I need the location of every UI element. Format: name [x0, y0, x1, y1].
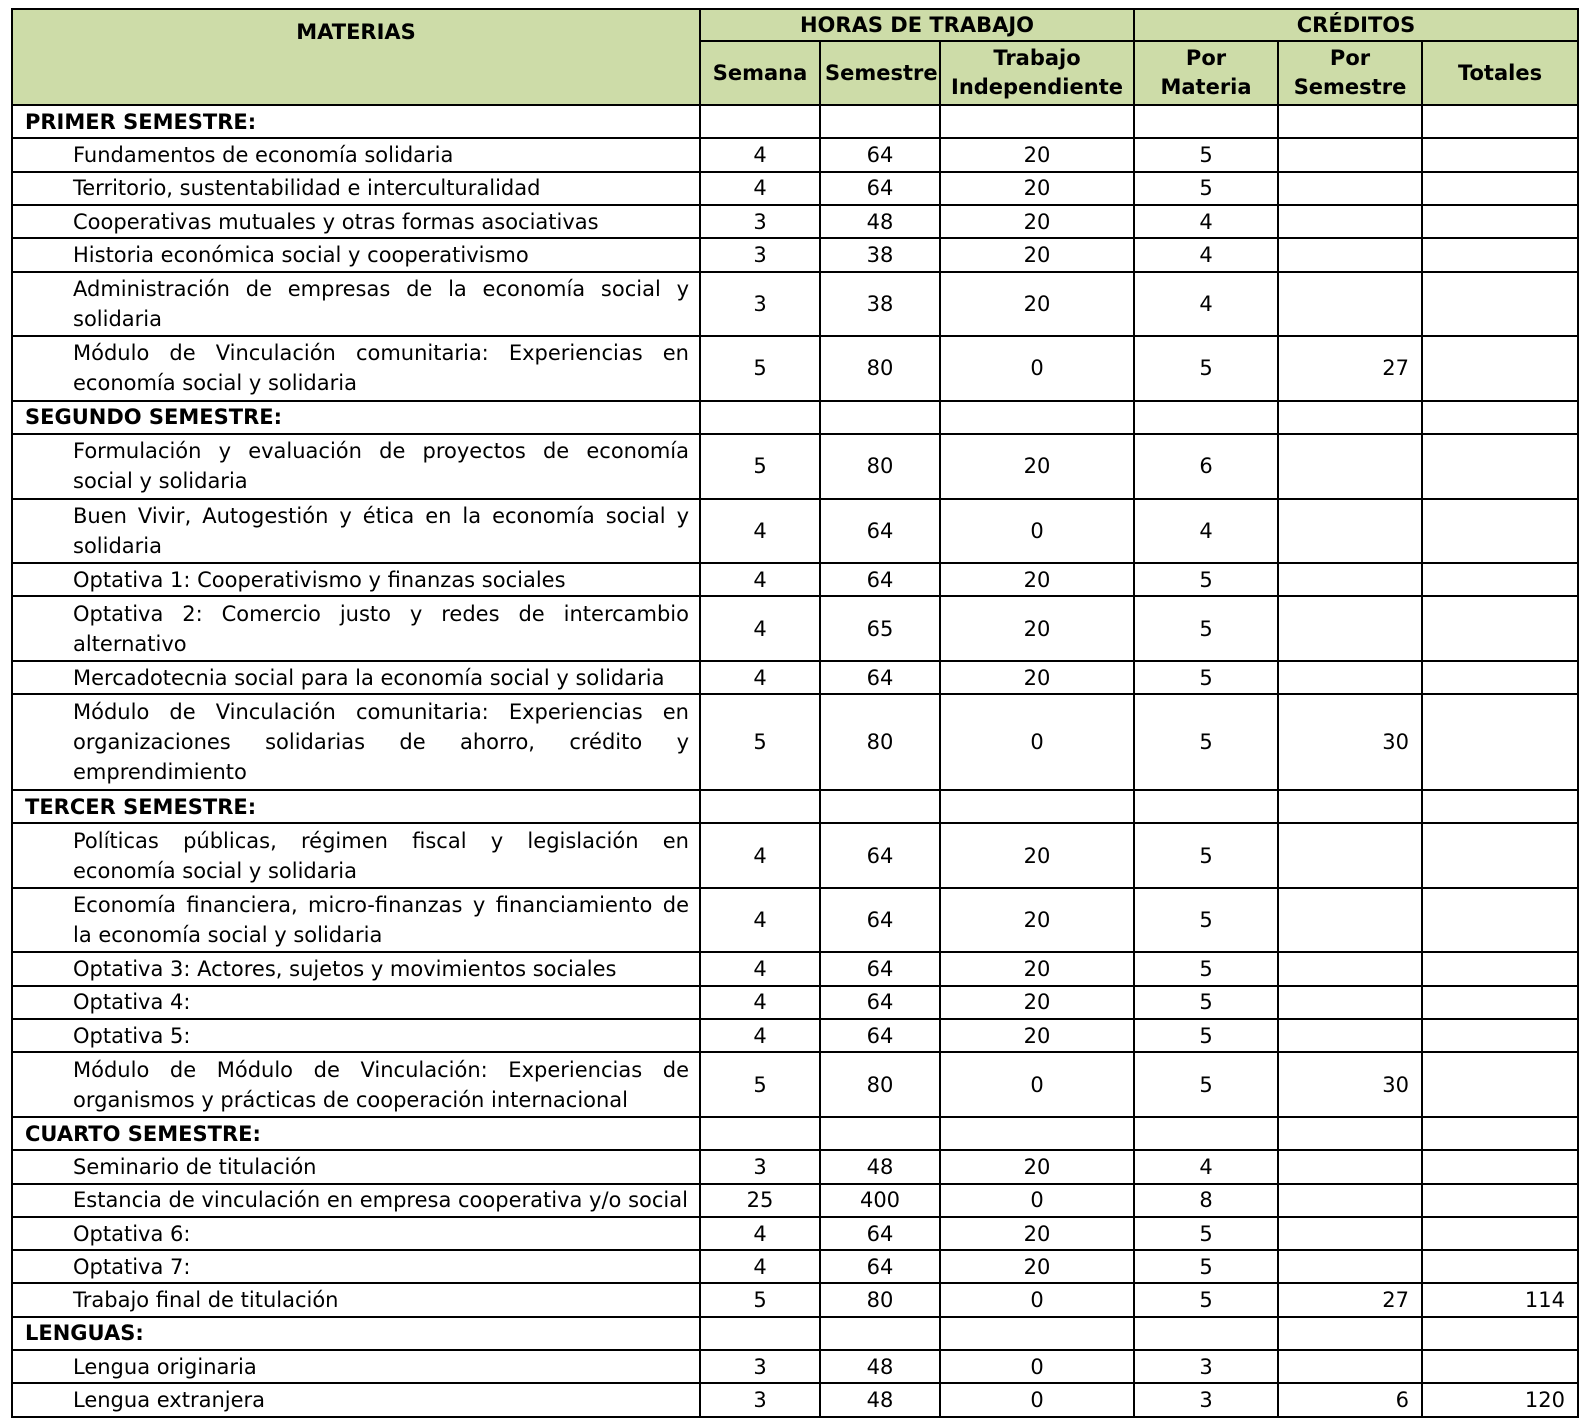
- cell-semana: 4: [700, 596, 820, 661]
- subject-name: Lengua originaria: [12, 1350, 700, 1383]
- empty-cell: [1134, 1117, 1278, 1150]
- section-title: CUARTO SEMESTRE:: [12, 1117, 700, 1150]
- header-materias: MATERIAS: [12, 9, 700, 105]
- empty-cell: [940, 401, 1134, 434]
- cell-semana: 4: [700, 1019, 820, 1052]
- cell-semana: 5: [700, 1283, 820, 1316]
- cell-totales: [1422, 238, 1578, 271]
- table-row: [12, 172, 1578, 205]
- cell-semana: 4: [700, 1250, 820, 1283]
- cell-por-semestre: [1278, 1250, 1422, 1283]
- cell-por-semestre: [1278, 272, 1422, 337]
- cell-por-materia: 5: [1134, 823, 1278, 888]
- cell-por-materia: 5: [1134, 661, 1278, 694]
- header-trabajo-independiente: Trabajo Independiente: [940, 41, 1134, 105]
- empty-cell: [1278, 105, 1422, 138]
- cell-semestre: 64: [820, 1250, 940, 1283]
- curriculum-table: [11, 8, 1579, 1418]
- cell-semana: 5: [700, 1052, 820, 1117]
- cell-trabajo-independiente: 20: [940, 1150, 1134, 1183]
- cell-semana: 5: [700, 434, 820, 499]
- table-row: [12, 238, 1578, 271]
- cell-semana: 4: [700, 563, 820, 596]
- cell-semestre: 64: [820, 1019, 940, 1052]
- empty-cell: [1422, 1117, 1578, 1150]
- cell-por-semestre: [1278, 138, 1422, 171]
- cell-semestre: 64: [820, 986, 940, 1019]
- section-row: [12, 401, 1578, 434]
- cell-semana: 3: [700, 238, 820, 271]
- subject-name: Estancia de vinculación en empresa cooperativa y/o social: [12, 1184, 700, 1217]
- cell-semana: 3: [700, 1150, 820, 1183]
- empty-cell: [700, 401, 820, 434]
- empty-cell: [700, 1317, 820, 1350]
- table-row: [12, 823, 1578, 888]
- cell-trabajo-independiente: 20: [940, 823, 1134, 888]
- table-row: [12, 336, 1578, 401]
- cell-por-materia: 3: [1134, 1383, 1278, 1417]
- cell-por-materia: 5: [1134, 986, 1278, 1019]
- cell-trabajo-independiente: 20: [940, 238, 1134, 271]
- subject-name: Módulo de Módulo de Vinculación: Experiencias de organismos y prácticas de cooperación internacional: [12, 1052, 700, 1117]
- cell-trabajo-independiente: 0: [940, 336, 1134, 401]
- subject-name: Administración de empresas de la economía social y solidaria: [12, 272, 700, 337]
- cell-por-semestre: 6: [1278, 1383, 1422, 1417]
- cell-semestre: 64: [820, 888, 940, 953]
- empty-cell: [1278, 401, 1422, 434]
- header-semestre: Semestre: [820, 41, 940, 105]
- cell-semestre: 64: [820, 952, 940, 985]
- cell-por-materia: 4: [1134, 272, 1278, 337]
- header-por-semestre: Por Semestre: [1278, 41, 1422, 105]
- cell-por-semestre: [1278, 1184, 1422, 1217]
- header-semana: Semana: [700, 41, 820, 105]
- cell-totales: [1422, 823, 1578, 888]
- cell-trabajo-independiente: 20: [940, 888, 1134, 953]
- cell-semana: 4: [700, 1217, 820, 1250]
- cell-por-materia: 4: [1134, 499, 1278, 564]
- table-row: [12, 272, 1578, 337]
- section-row: [12, 105, 1578, 138]
- cell-trabajo-independiente: 20: [940, 661, 1134, 694]
- empty-cell: [1422, 401, 1578, 434]
- empty-cell: [820, 105, 940, 138]
- cell-por-materia: 5: [1134, 563, 1278, 596]
- subject-name: Buen Vivir, Autogestión y ética en la economía social y solidaria: [12, 499, 700, 564]
- cell-semana: 3: [700, 1350, 820, 1383]
- cell-semestre: 80: [820, 1283, 940, 1316]
- header-horas-de-trabajo: HORAS DE TRABAJO: [700, 9, 1134, 41]
- empty-cell: [820, 790, 940, 823]
- cell-trabajo-independiente: 0: [940, 499, 1134, 564]
- cell-semestre: 48: [820, 205, 940, 238]
- cell-por-semestre: [1278, 596, 1422, 661]
- cell-semestre: 80: [820, 434, 940, 499]
- cell-trabajo-independiente: 20: [940, 272, 1134, 337]
- cell-totales: [1422, 1052, 1578, 1117]
- cell-por-materia: 5: [1134, 952, 1278, 985]
- cell-semestre: 48: [820, 1383, 940, 1417]
- cell-por-semestre: [1278, 172, 1422, 205]
- table-row: [12, 986, 1578, 1019]
- cell-semestre: 80: [820, 1052, 940, 1117]
- section-title: SEGUNDO SEMESTRE:: [12, 401, 700, 434]
- section-row: [12, 1317, 1578, 1350]
- cell-trabajo-independiente: 20: [940, 1217, 1134, 1250]
- cell-totales: [1422, 1217, 1578, 1250]
- cell-totales: [1422, 138, 1578, 171]
- cell-por-materia: 5: [1134, 694, 1278, 790]
- cell-semestre: 38: [820, 238, 940, 271]
- cell-semana: 4: [700, 661, 820, 694]
- cell-totales: [1422, 1150, 1578, 1183]
- cell-totales: [1422, 888, 1578, 953]
- cell-por-materia: 5: [1134, 1217, 1278, 1250]
- cell-trabajo-independiente: 20: [940, 172, 1134, 205]
- cell-totales: [1422, 172, 1578, 205]
- cell-trabajo-independiente: 0: [940, 694, 1134, 790]
- cell-por-materia: 5: [1134, 1052, 1278, 1117]
- empty-cell: [1278, 1117, 1422, 1150]
- cell-semana: 4: [700, 138, 820, 171]
- cell-por-semestre: [1278, 205, 1422, 238]
- cell-por-semestre: [1278, 238, 1422, 271]
- cell-totales: [1422, 596, 1578, 661]
- cell-por-materia: 6: [1134, 434, 1278, 499]
- cell-semana: 4: [700, 888, 820, 953]
- empty-cell: [940, 1117, 1134, 1150]
- cell-totales: [1422, 1019, 1578, 1052]
- cell-totales: [1422, 1250, 1578, 1283]
- cell-por-semestre: 30: [1278, 1052, 1422, 1117]
- cell-totales: [1422, 563, 1578, 596]
- cell-semestre: 64: [820, 823, 940, 888]
- header-creditos: CRÉDITOS: [1134, 9, 1578, 41]
- cell-semestre: 64: [820, 499, 940, 564]
- cell-semestre: 64: [820, 563, 940, 596]
- cell-semana: 5: [700, 694, 820, 790]
- cell-semestre: 48: [820, 1350, 940, 1383]
- subject-name: Optativa 3: Actores, sujetos y movimientos sociales: [12, 952, 700, 985]
- cell-por-semestre: 27: [1278, 336, 1422, 401]
- cell-por-semestre: 30: [1278, 694, 1422, 790]
- cell-semestre: 64: [820, 172, 940, 205]
- table-row: [12, 661, 1578, 694]
- empty-cell: [1134, 1317, 1278, 1350]
- empty-cell: [1422, 790, 1578, 823]
- section-title: TERCER SEMESTRE:: [12, 790, 700, 823]
- cell-por-materia: 5: [1134, 138, 1278, 171]
- cell-totales: [1422, 986, 1578, 1019]
- subject-name: Optativa 2: Comercio justo y redes de intercambio alternativo: [12, 596, 700, 661]
- cell-por-semestre: [1278, 823, 1422, 888]
- cell-semana: 3: [700, 272, 820, 337]
- cell-semestre: 400: [820, 1184, 940, 1217]
- subject-name: Optativa 6:: [12, 1217, 700, 1250]
- cell-por-materia: 5: [1134, 172, 1278, 205]
- empty-cell: [1278, 1317, 1422, 1350]
- subject-name: Economía financiera, micro-finanzas y financiamiento de la economía social y solidaria: [12, 888, 700, 953]
- cell-totales: [1422, 499, 1578, 564]
- cell-trabajo-independiente: 20: [940, 1019, 1134, 1052]
- cell-semana: 3: [700, 1383, 820, 1417]
- header-por-materia: Por Materia: [1134, 41, 1278, 105]
- cell-por-materia: 5: [1134, 336, 1278, 401]
- cell-trabajo-independiente: 0: [940, 1383, 1134, 1417]
- cell-totales: [1422, 434, 1578, 499]
- table-row: [12, 596, 1578, 661]
- empty-cell: [820, 401, 940, 434]
- table-row: [12, 138, 1578, 171]
- empty-cell: [700, 790, 820, 823]
- table-row: [12, 434, 1578, 499]
- empty-cell: [1134, 105, 1278, 138]
- cell-por-materia: 4: [1134, 238, 1278, 271]
- subject-name: Fundamentos de economía solidaria: [12, 138, 700, 171]
- cell-totales: [1422, 694, 1578, 790]
- cell-semana: 4: [700, 823, 820, 888]
- cell-trabajo-independiente: 20: [940, 1250, 1134, 1283]
- cell-semestre: 38: [820, 272, 940, 337]
- cell-totales: [1422, 952, 1578, 985]
- cell-por-semestre: [1278, 1019, 1422, 1052]
- subject-name: Mercadotecnia social para la economía social y solidaria: [12, 661, 700, 694]
- cell-semestre: 64: [820, 1217, 940, 1250]
- empty-cell: [820, 1117, 940, 1150]
- section-title: LENGUAS:: [12, 1317, 700, 1350]
- subject-name: Políticas públicas, régimen fiscal y legislación en economía social y solidaria: [12, 823, 700, 888]
- table-row: [12, 1184, 1578, 1217]
- cell-semestre: 48: [820, 1150, 940, 1183]
- section-row: [12, 790, 1578, 823]
- cell-trabajo-independiente: 20: [940, 138, 1134, 171]
- subject-name: Optativa 5:: [12, 1019, 700, 1052]
- cell-por-materia: 5: [1134, 1250, 1278, 1283]
- cell-por-semestre: [1278, 986, 1422, 1019]
- empty-cell: [700, 105, 820, 138]
- cell-por-semestre: [1278, 1350, 1422, 1383]
- cell-por-materia: 5: [1134, 888, 1278, 953]
- cell-trabajo-independiente: 20: [940, 434, 1134, 499]
- subject-name: Formulación y evaluación de proyectos de economía social y solidaria: [12, 434, 700, 499]
- cell-trabajo-independiente: 0: [940, 1184, 1134, 1217]
- cell-totales: [1422, 336, 1578, 401]
- empty-cell: [1422, 105, 1578, 138]
- cell-trabajo-independiente: 20: [940, 596, 1134, 661]
- cell-por-materia: 5: [1134, 1019, 1278, 1052]
- table-row: [12, 1250, 1578, 1283]
- empty-cell: [820, 1317, 940, 1350]
- subject-name: Optativa 4:: [12, 986, 700, 1019]
- cell-por-materia: 3: [1134, 1350, 1278, 1383]
- subject-name: Módulo de Vinculación comunitaria: Experiencias en economía social y solidaria: [12, 336, 700, 401]
- table-row: [12, 499, 1578, 564]
- cell-por-semestre: [1278, 661, 1422, 694]
- cell-trabajo-independiente: 20: [940, 986, 1134, 1019]
- table-row: [12, 1383, 1578, 1417]
- subject-name: Trabajo final de titulación: [12, 1283, 700, 1316]
- subject-name: Lengua extranjera: [12, 1383, 700, 1417]
- cell-totales: [1422, 272, 1578, 337]
- table-row: [12, 1019, 1578, 1052]
- cell-por-semestre: [1278, 563, 1422, 596]
- cell-por-materia: 4: [1134, 1150, 1278, 1183]
- cell-semana: 3: [700, 205, 820, 238]
- subject-name: Territorio, sustentabilidad e interculturalidad: [12, 172, 700, 205]
- subject-name: Optativa 1: Cooperativismo y finanzas sociales: [12, 563, 700, 596]
- cell-trabajo-independiente: 0: [940, 1283, 1134, 1316]
- table-row: [12, 1052, 1578, 1117]
- cell-trabajo-independiente: 20: [940, 205, 1134, 238]
- empty-cell: [700, 1117, 820, 1150]
- table-row: [12, 1217, 1578, 1250]
- table-row: [12, 205, 1578, 238]
- empty-cell: [1278, 790, 1422, 823]
- cell-semana: 5: [700, 336, 820, 401]
- cell-totales: [1422, 205, 1578, 238]
- empty-cell: [1422, 1317, 1578, 1350]
- cell-por-semestre: 27: [1278, 1283, 1422, 1316]
- subject-name: Historia económica social y cooperativismo: [12, 238, 700, 271]
- table-row: [12, 952, 1578, 985]
- cell-por-semestre: [1278, 1150, 1422, 1183]
- cell-totales: 114: [1422, 1283, 1578, 1316]
- table-row: [12, 1150, 1578, 1183]
- empty-cell: [940, 790, 1134, 823]
- cell-semana: 4: [700, 952, 820, 985]
- cell-semestre: 80: [820, 694, 940, 790]
- empty-cell: [1134, 401, 1278, 434]
- table-row: [12, 1283, 1578, 1316]
- cell-totales: 120: [1422, 1383, 1578, 1417]
- subject-name: Seminario de titulación: [12, 1150, 700, 1183]
- cell-por-semestre: [1278, 499, 1422, 564]
- cell-totales: [1422, 1350, 1578, 1383]
- table-row: [12, 694, 1578, 790]
- cell-por-semestre: [1278, 434, 1422, 499]
- cell-trabajo-independiente: 0: [940, 1052, 1134, 1117]
- cell-semestre: 64: [820, 661, 940, 694]
- cell-por-semestre: [1278, 888, 1422, 953]
- cell-semana: 4: [700, 986, 820, 1019]
- cell-semana: 4: [700, 499, 820, 564]
- section-title: PRIMER SEMESTRE:: [12, 105, 700, 138]
- cell-por-semestre: [1278, 952, 1422, 985]
- empty-cell: [940, 1317, 1134, 1350]
- cell-semestre: 65: [820, 596, 940, 661]
- cell-semana: 25: [700, 1184, 820, 1217]
- cell-semestre: 80: [820, 336, 940, 401]
- cell-trabajo-independiente: 20: [940, 952, 1134, 985]
- subject-name: Optativa 7:: [12, 1250, 700, 1283]
- cell-por-materia: 5: [1134, 596, 1278, 661]
- cell-por-materia: 8: [1134, 1184, 1278, 1217]
- empty-cell: [940, 105, 1134, 138]
- subject-name: Cooperativas mutuales y otras formas asociativas: [12, 205, 700, 238]
- cell-totales: [1422, 1184, 1578, 1217]
- cell-por-semestre: [1278, 1217, 1422, 1250]
- table-row: [12, 888, 1578, 953]
- subject-name: Módulo de Vinculación comunitaria: Experiencias en organizaciones solidarias de ahorro, crédito y emprendimiento: [12, 694, 700, 790]
- cell-trabajo-independiente: 0: [940, 1350, 1134, 1383]
- empty-cell: [1134, 790, 1278, 823]
- cell-trabajo-independiente: 20: [940, 563, 1134, 596]
- cell-por-materia: 4: [1134, 205, 1278, 238]
- cell-totales: [1422, 661, 1578, 694]
- cell-semana: 4: [700, 172, 820, 205]
- table-row: [12, 563, 1578, 596]
- table-body: [12, 105, 1578, 1417]
- section-row: [12, 1117, 1578, 1150]
- table-row: [12, 1350, 1578, 1383]
- cell-semestre: 64: [820, 138, 940, 171]
- header-totales: Totales: [1422, 41, 1578, 105]
- cell-por-materia: 5: [1134, 1283, 1278, 1316]
